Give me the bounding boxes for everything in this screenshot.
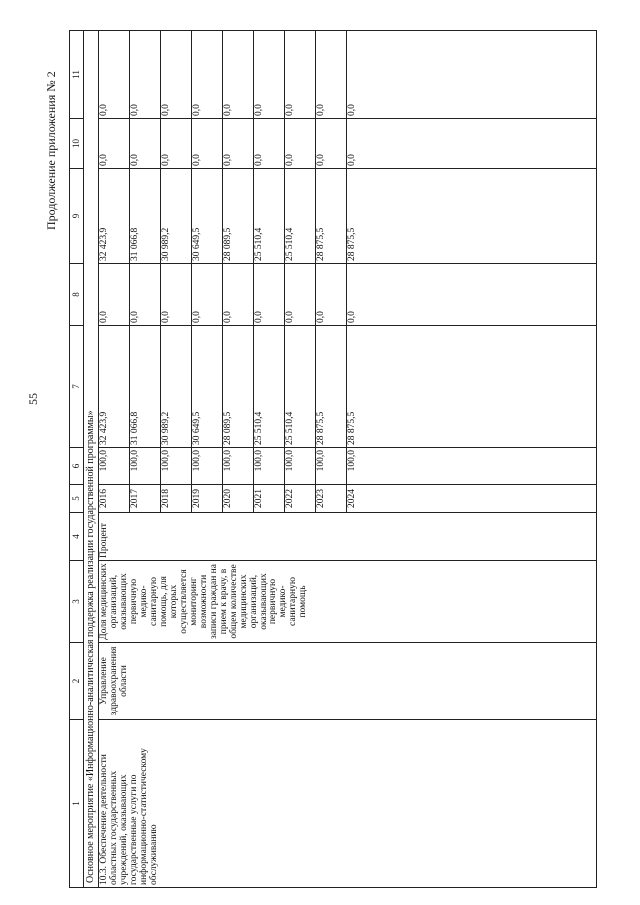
program-table <box>69 30 597 888</box>
col8-cell: 0,0 <box>130 264 161 326</box>
rotated-table-container <box>69 31 597 888</box>
target-cell: 100,0 <box>192 448 223 485</box>
year-cell: 2021 <box>254 485 285 513</box>
year-cell: 2023 <box>316 485 347 513</box>
col8-cell: 0,0 <box>161 264 192 326</box>
col8-cell: 0,0 <box>285 264 316 326</box>
section-row <box>84 31 99 888</box>
page-number: 55 <box>26 393 40 405</box>
year-cell: 2020 <box>223 485 254 513</box>
section-title: Основное мероприятие «Информационно-аналитическая поддержка реализации государственной программы» <box>84 31 99 888</box>
year-cell: 2017 <box>130 485 161 513</box>
col9-cell: 30 649,5 <box>192 169 223 264</box>
appendix-continuation-note: Продолжение приложения № 2 <box>44 71 58 230</box>
col-number: 2 <box>70 643 84 720</box>
year-cell: 2024 <box>347 485 597 513</box>
col11-cell: 0,0 <box>223 31 254 119</box>
col8-cell: 0,0 <box>192 264 223 326</box>
col8-cell: 0,0 <box>254 264 285 326</box>
total-cell: 28 875,5 <box>316 326 347 448</box>
target-cell: 100,0 <box>347 448 597 485</box>
col-number: 6 <box>70 448 84 485</box>
col-number: 8 <box>70 264 84 326</box>
measure-cell: 10.3. Обеспечение деятельности областных государственных учреждений, оказывающих государственные услуги по информационно-статистическому обслуживанию <box>99 720 597 888</box>
col11-cell: 0,0 <box>347 31 597 119</box>
col9-cell: 30 989,2 <box>161 169 192 264</box>
col10-cell: 0,0 <box>316 119 347 169</box>
col10-cell: 0,0 <box>161 119 192 169</box>
col-number: 10 <box>70 119 84 169</box>
col9-cell: 25 510,4 <box>254 169 285 264</box>
col-number: 1 <box>70 720 84 888</box>
col-number: 5 <box>70 485 84 513</box>
target-cell: 100,0 <box>316 448 347 485</box>
col9-cell: 28 875,5 <box>347 169 597 264</box>
year-cell: 2018 <box>161 485 192 513</box>
total-cell: 31 066,8 <box>130 326 161 448</box>
col9-cell: 28 089,5 <box>223 169 254 264</box>
target-cell: 100,0 <box>223 448 254 485</box>
col10-cell: 0,0 <box>347 119 597 169</box>
target-cell: 100,0 <box>161 448 192 485</box>
col10-cell: 0,0 <box>254 119 285 169</box>
col11-cell: 0,0 <box>161 31 192 119</box>
col-number: 7 <box>70 326 84 448</box>
col9-cell: 25 510,4 <box>285 169 316 264</box>
total-cell: 28 875,5 <box>347 326 597 448</box>
total-cell: 30 649,5 <box>192 326 223 448</box>
column-number-row <box>70 31 84 888</box>
total-cell: 25 510,4 <box>285 326 316 448</box>
target-cell: 100,0 <box>254 448 285 485</box>
col-number: 11 <box>70 31 84 119</box>
col11-cell: 0,0 <box>285 31 316 119</box>
col10-cell: 0,0 <box>130 119 161 169</box>
total-cell: 25 510,4 <box>254 326 285 448</box>
col10-cell: 0,0 <box>223 119 254 169</box>
col-number: 4 <box>70 513 84 561</box>
col11-cell: 0,0 <box>316 31 347 119</box>
target-cell: 100,0 <box>130 448 161 485</box>
col8-cell: 0,0 <box>316 264 347 326</box>
target-cell: 100,0 <box>285 448 316 485</box>
total-cell: 32 423,9 <box>99 326 130 448</box>
col11-cell: 0,0 <box>99 31 130 119</box>
year-cell: 2016 <box>99 485 130 513</box>
year-cell: 2019 <box>192 485 223 513</box>
col-number: 9 <box>70 169 84 264</box>
col11-cell: 0,0 <box>192 31 223 119</box>
indicator-cell: Доля медицинских организаций, оказывающих первичную медико-санитарную помощь, для которых осуществляется мониторинг возможности записи граждан на прием к врачу, в общем количестве медицинских организаций, оказывающих первичную медико-санитарную помощь <box>99 561 597 643</box>
col9-cell: 31 066,8 <box>130 169 161 264</box>
col10-cell: 0,0 <box>285 119 316 169</box>
col10-cell: 0,0 <box>99 119 130 169</box>
col9-cell: 28 875,5 <box>316 169 347 264</box>
col8-cell: 0,0 <box>99 264 130 326</box>
col8-cell: 0,0 <box>223 264 254 326</box>
col11-cell: 0,0 <box>130 31 161 119</box>
table-row <box>99 31 130 888</box>
target-cell: 100,0 <box>99 448 130 485</box>
total-cell: 30 989,2 <box>161 326 192 448</box>
executor-cell: Управление здравоохранения области <box>99 643 597 720</box>
year-cell: 2022 <box>285 485 316 513</box>
col11-cell: 0,0 <box>254 31 285 119</box>
col-number: 3 <box>70 561 84 643</box>
col8-cell: 0,0 <box>347 264 597 326</box>
total-cell: 28 089,5 <box>223 326 254 448</box>
unit-cell: Процент <box>99 513 597 561</box>
col10-cell: 0,0 <box>192 119 223 169</box>
col9-cell: 32 423,9 <box>99 169 130 264</box>
